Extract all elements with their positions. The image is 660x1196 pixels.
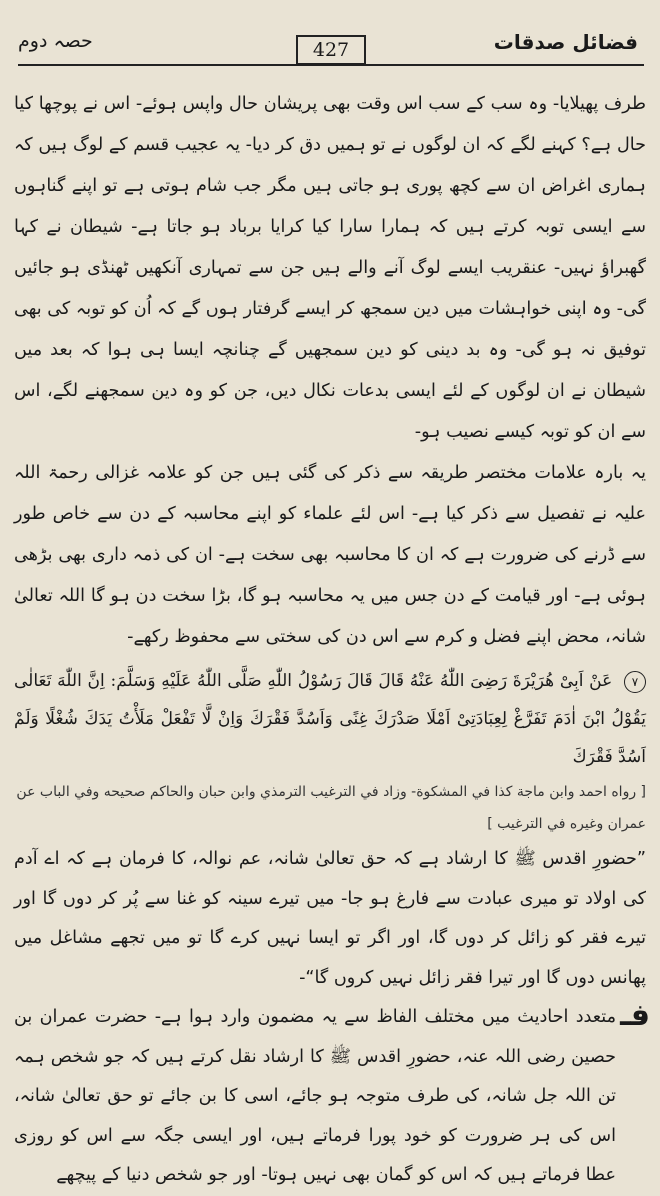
header-divider	[18, 64, 644, 66]
page-body	[14, 84, 650, 1185]
fawaid-text: متعدد احادیث میں مختلف الفاظ سے یہ مضمون وارد ہوا ہے- حضرت عمران بن حصین رضی اللہ عنہ، حضورِ اقدس ﷺ کا ارشاد نقل کرتے ہیں کہ جو شخص ہمہ تن اللہ جل شانہ، کی طرف متوجہ ہو جائے، اسی کا بن جائے تو حق تعالیٰ شانہ، اس کی ہر ضرورت کو خود پورا فرماتے ہیں، اور ایسی جگہ سے اس کو روزی عطا فرماتے ہیں کہ اس کو گمان بھی نہیں ہوتا- اور جو شخص دنیا کے پیچھے	[14, 1007, 616, 1185]
page-number: 427	[296, 35, 366, 65]
hadith-block	[14, 662, 646, 998]
volume-label: حصہ دوم	[18, 30, 93, 52]
hadith-reference: [ رواه احمد وابن ماجة كذا في المشكوة- وزاد في الترغيب الترمذي وابن حبان والحاكم صحيحه وفي الباب عن عمران وغيره في الترغيب ]	[16, 784, 646, 832]
hadith-arabic-text: عَنْ اَبِیْ هُرَیْرَةَ رَضِیَ اللّٰهُ عَنْهُ قَالَ قَالَ رَسُوْلُ اللّٰهِ صَلَّی اللّٰهُ عَلَیْهِ وَسَلَّمَ: اِنَّ اللّٰهَ تَعَالٰی یَقُوْلُ ابْنَ اٰدَمَ تَفَرَّغْ لِعِبَادَتِیْ اَمْلَا صَدْرَكَ غِنًی وَاَسُدَّ فَقْرَكَ وَاِنْ لَّا تَفْعَلْ مَلَأْتُ یَدَكَ شُغْلًا وَلَمْ اَسُدَّ فَقْرَكَ	[14, 671, 646, 767]
book-title: فضائل صدقات	[493, 30, 638, 54]
fawaid-block	[14, 998, 650, 1196]
fawaid-marker: فـ	[620, 998, 650, 1033]
paragraph-1: طرف پھیلایا- وہ سب کے سب اس وقت بھی پریشان حال واپس ہوئے- اس نے پوچھا کیا حال ہے؟ کہنے لگے کہ ان لوگوں نے تو ہمیں دق کر دیا- یہ عجیب قسم کے لوگ ہیں کہ ہماری اغراض ان سے کچھ پوری ہو جاتی ہیں مگر جب شام ہوتی ہے تو اپنے گناہوں سے ایسی توبہ کرتے ہیں کہ ہمارا سارا کیا کرایا برباد ہو جاتا ہے- شیطان نے کہا گھبراؤ نہیں- عنقریب ایسے لوگ آنے والے ہیں جن سے تمہاری آنکھیں ٹھنڈی ہو جائیں گی- وہ اپنی خواہشات میں دین سمجھ کر ایسے گرفتار ہوں گے کہ اُن کو توبہ کی بھی توفیق نہ ہو گی- وہ بد دینی کو دین سمجھیں گے چنانچہ ایسا ہی ہوا کہ بعد میں شیطان نے ان لوگوں کے لئے ایسی بدعات نکال دیں، جن کو وہ دین سمجھنے لگے، اس سے ان کو توبہ کیسے نصیب ہو-	[14, 94, 646, 442]
hadith-number: ٧	[624, 671, 646, 693]
paragraph-2: یہ بارہ علامات مختصر طریقہ سے ذکر کی گئی ہیں جن کو علامہ غزالی رحمۃ اللہ علیہ نے تفصیل سے ذکر کیا ہے- اس لئے علماء کو اپنے محاسبہ کے دن سے خاص طور سے ڈرنے کی ضرورت ہے کہ ان کا محاسبہ بھی سخت ہے- ان کی ذمہ داری بھی بڑھی ہوئی ہے- اور قیامت کے دن جس میں یہ محاسبہ ہو گا، بڑا سخت دن ہو گا اللہ تعالیٰ شانہ، محض اپنے فضل و کرم سے اس دن کی سختی سے محفوظ رکھے-	[14, 463, 646, 647]
hadith-arabic	[14, 662, 646, 776]
hadith-translation: ”حضورِ اقدس ﷺ کا ارشاد ہے کہ حق تعالیٰ شانہ، عم نوالہ، کا فرمان ہے کہ اے آدم کی اولاد تو میری عبادت سے فارغ ہو جا- میں تیرے سینہ کو غنا سے پُر کر دوں گا اور تیرے فقر کو زائل کر دوں گا، اور اگر تو ایسا نہیں کرے گا تو میں تجھے مشاغل میں پھانس دوں گا اور تیرا فقر زائل نہیں کروں گا“-	[14, 849, 646, 988]
page-header	[0, 0, 660, 62]
